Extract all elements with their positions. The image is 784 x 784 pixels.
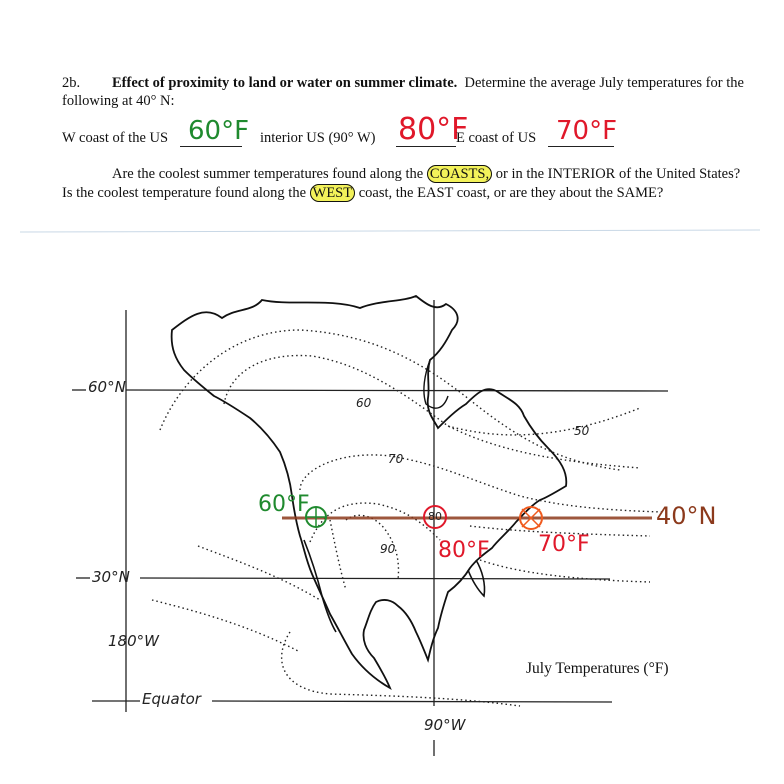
highlight-coasts: COASTS, (427, 165, 492, 183)
east-coast-answer: 70°F (556, 116, 618, 146)
isotherm-60-inner (224, 355, 640, 468)
label-90w: 90°W (424, 716, 466, 734)
interior-point-label: 80°F (438, 538, 490, 563)
isotherm-west-lowest (152, 600, 300, 652)
equator-line-right (212, 701, 612, 702)
scan-line (20, 230, 760, 232)
isotherm-50-line (448, 408, 640, 435)
isotherm-label-50: 50 (574, 424, 590, 438)
east-coast-label: E coast of US (456, 130, 537, 146)
paragraph-part-2: or in the INTERIOR of the United States? Is the coolest temperature found along the (62, 166, 741, 201)
east-point-label: 70°F (538, 532, 590, 557)
label-180w: 180°W (108, 632, 159, 650)
question-instruction: Determine the average July temperatures for the following at 40° N: (62, 75, 744, 109)
north-america-outline (172, 296, 567, 688)
interior-answer: 80°F (398, 112, 469, 147)
map-caption: July Temperatures (°F) (526, 660, 669, 677)
isotherm-label-70: 70 (388, 452, 404, 466)
west-point-label: 60°F (258, 492, 310, 517)
isotherm-70-line (300, 455, 662, 512)
question-number: 2b. (62, 75, 81, 91)
paragraph-part-3: coast, the EAST coast, or are they about the SAME? (355, 185, 664, 201)
isotherm-80-line (310, 503, 440, 542)
question-title: Effect of proximity to land or water on summer climate. (112, 75, 458, 91)
isotherm-south (282, 632, 520, 706)
label-30n: 30°N (92, 568, 130, 586)
florida-outline (468, 560, 485, 596)
label-equator: Equator (142, 690, 201, 708)
isotherm-60-line (160, 330, 620, 470)
isotherm-90-left (330, 520, 346, 590)
parallel-30n (140, 578, 610, 579)
interior-label: interior US (90° W) (260, 130, 376, 146)
label-60n: 60°N (88, 378, 126, 396)
baja-outline (304, 540, 336, 632)
isotherm-label-90: 90 (380, 542, 396, 556)
paragraph-part-1: Are the coolest summer temperatures found along the (112, 166, 427, 182)
label-40n: 40°N (656, 502, 717, 530)
isotherm-label-60: 60 (356, 396, 372, 410)
highlight-west: WEST (310, 184, 355, 202)
west-coast-label: W coast of the US (62, 130, 169, 146)
isotherm-west-lower (198, 546, 320, 600)
west-coast-answer: 60°F (188, 116, 250, 146)
isotherm-label-80: 80 (428, 510, 442, 523)
